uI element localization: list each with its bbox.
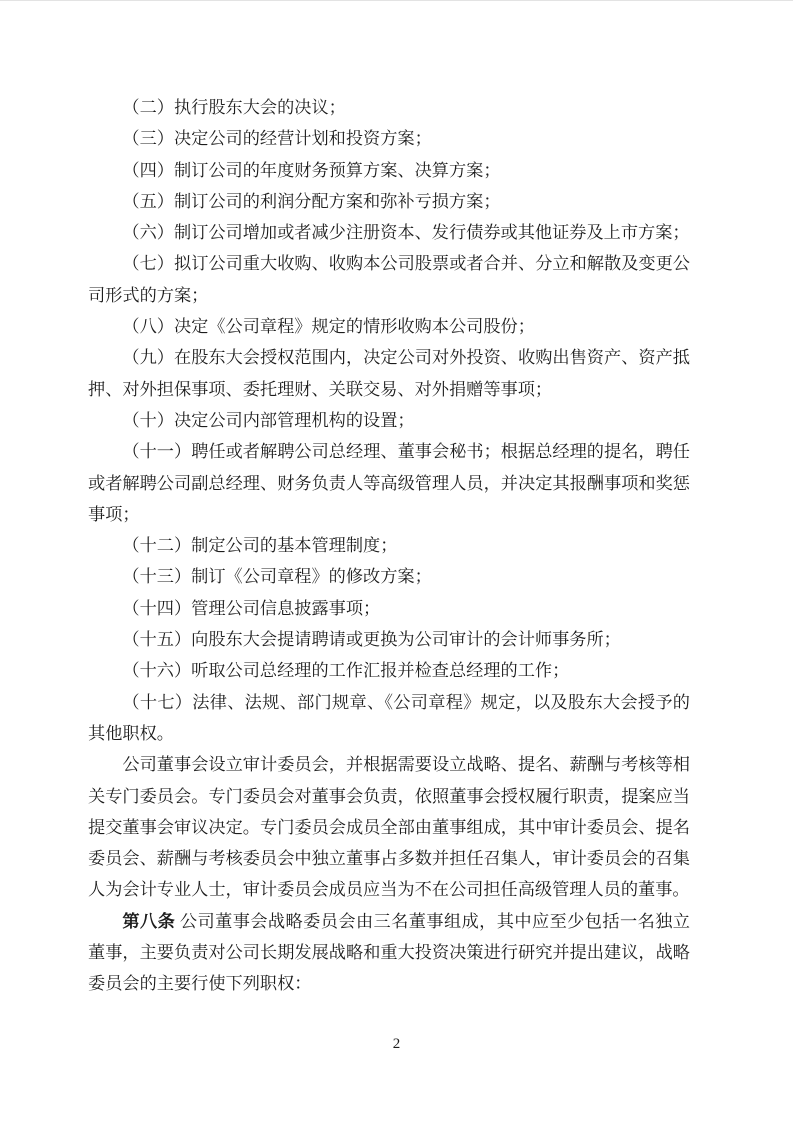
page-top-edge-line xyxy=(0,0,793,1)
clause-item-7: （七）拟订公司重大收购、收购本公司股票或者合并、分立和解散及变更公司形式的方案； xyxy=(88,254,690,305)
clause-item-17: （十七）法律、法规、部门规章、《公司章程》规定，以及股东大会授予的其他职权。 xyxy=(88,692,690,743)
clause-item-8: （八）决定《公司章程》规定的情形收购本公司股份； xyxy=(122,317,535,337)
clause-item-9: （九）在股东大会授权范围内，决定公司对外投资、收购出售资产、资产抵押、对外担保事项、委托理财、关联交易、对外捐赠等事项； xyxy=(88,348,690,399)
clause-item-11: （十一）聘任或者解聘公司总经理、董事会秘书；根据总经理的提名，聘任或者解聘公司副总经理、财务负责人等高级管理人员，并决定其报酬事项和奖惩事项； xyxy=(88,442,690,524)
clause-item-5: （五）制订公司的利润分配方案和弥补亏损方案； xyxy=(122,191,501,211)
clause-item-10: （十）决定公司内部管理机构的设置； xyxy=(122,410,415,430)
clause-item-13: （十三）制订《公司章程》的修改方案； xyxy=(122,567,432,587)
article-8-text: 公司董事会战略委员会由三名董事组成，其中应至少包括一名独立董事，主要负责对公司长期发展战略和重大投资决策进行研究并提出建议，战略委员会的主要行使下列职权： xyxy=(88,911,690,994)
clause-item-16: （十六）听取公司总经理的工作汇报并检查总经理的工作； xyxy=(122,661,570,681)
page-footer xyxy=(0,1034,793,1054)
committee-paragraph: 公司董事会设立审计委员会，并根据需要设立战略、提名、薪酬与考核等相关专门委员会。专门委员会对董事会负责，依照董事会授权履行职责，提案应当提交董事会审议决定。专门委员会成员全部由董事组成，其中审计委员会、提名委员会、薪酬与考核委员会中独立董事占多数并担任召集人，审计委员会的召集人为会计专业人士，审计委员会成员应当为不在公司担任高级管理人员的董事。 xyxy=(88,755,690,900)
clause-item-12: （十二）制定公司的基本管理制度； xyxy=(122,536,398,556)
clause-item-15: （十五）向股东大会提请聘请或更换为公司审计的会计师事务所； xyxy=(122,630,621,650)
clause-item-3: （三）决定公司的经营计划和投资方案； xyxy=(122,129,432,149)
page-number: 2 xyxy=(392,1036,401,1052)
article-8-paragraph xyxy=(88,906,690,1000)
article-8-label: 第八条 xyxy=(122,911,176,931)
clause-item-4: （四）制订公司的年度财务预算方案、决算方案； xyxy=(122,160,501,180)
clause-item-2: （二）执行股东大会的决议； xyxy=(122,98,346,117)
clause-item-14: （十四）管理公司信息披露事项； xyxy=(122,598,381,618)
clause-item-6: （六）制订公司增加或者减少注册资本、发行债券或其他证券及上市方案； xyxy=(122,223,690,243)
document-body xyxy=(88,92,690,1000)
